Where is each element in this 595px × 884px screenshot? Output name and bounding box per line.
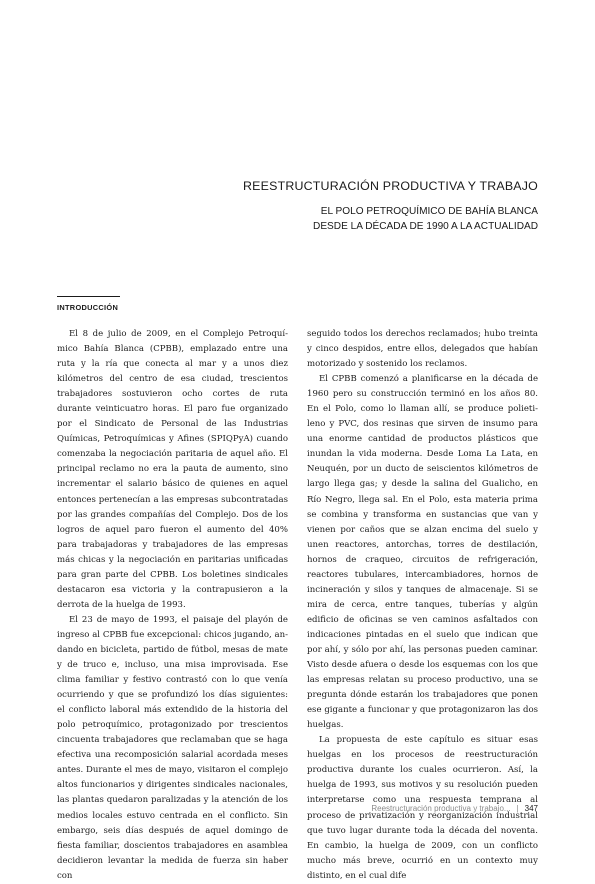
- page-footer: [371, 804, 538, 813]
- subtitle-line-2: DESDE LA DÉCADA DE 1990 A LA ACTUALIDAD: [313, 221, 538, 232]
- text-column-right: [307, 327, 538, 884]
- page-number: 347: [524, 804, 538, 813]
- running-title: Reestructuración productiva y trabajo...: [371, 804, 511, 813]
- paragraph-continuation: seguido todos los derechos reclamados; hubo treinta y cinco despidos, entre ellos, delegados que habían motorizado y sostenido los reclamos.: [307, 329, 538, 370]
- section-heading: INTRODUCCIÓN: [57, 303, 119, 312]
- footer-separator: |: [516, 804, 519, 813]
- paragraph: El 23 de mayo de 1993, el paisaje del playón de ingreso al CPBB fue excepcional: chicos jugando, andando en bicicleta, partido de fútbol, mesas de mate y de truco e, incluso, una misa improvisada. Ese clima familiar y festivo contrastó con lo que venía ocurriendo y que se profundizó los días siguientes: el conflicto laboral más extendido de la historia del polo petroquímico, protagonizado por trescientos cincuenta trabajadores que reclamaban que se haga efectiva una recomposición salarial acordada meses antes. Durante el mes de mayo, visitaron el complejo altos funcionarios y dirigentes sindicales nacionales, las plantas quedaron paralizadas y la atención de los medios locales estuvo centrada en el conflicto. Sin embargo, seis días después de aquel domingo de fiesta familiar, doscientos trabajadores en asamblea decidieron levantar la medida de fuerza sin haber con: [57, 614, 288, 881]
- section-divider: [57, 296, 120, 297]
- subtitle-line-1: EL POLO PETROQUÍMICO DE BAHÍA BLANCA: [320, 206, 538, 217]
- paragraph: La propuesta de este capítulo es situar esas huelgas en los procesos de reestructuración productiva durante los cuales ocurrieron. Así, la huelga de 1993, sus motivos y su resolución pueden interpretarse como una respuesta temprana al proceso de privatización y reorganización industrial que tuvo lugar durante toda la década del noventa. En cambio, la huelga de 2009, con un conflicto mucho más breve, ocurrió en un contexto muy distinto, en el cual dife: [307, 735, 538, 881]
- chapter-title: REESTRUCTURACIÓN PRODUCTIVA Y TRABAJO: [243, 179, 538, 193]
- text-column-left: [57, 327, 288, 884]
- paragraph: El 8 de julio de 2009, en el Complejo Petroquímico Bahía Blanca (CPBB), emplazado entre una ruta y la ría que conecta al mar y a unos diez kilómetros del centro de esa ciudad, trescientos trabajadores sostuvieron ocho cortes de ruta durante veinticuatro horas. El paro fue organizado por el Sindicato de Personal de las Industrias Químicas, Petroquímicas y Afines (SPIQPyA) cuando comenzaba la negociación paritaria de aquel año. El principal reclamo no era la pauta de aumento, sino incrementar el salario básico de quienes en aquel entonces pertenecían a las empresas subcontratadas por las grandes compañías del Complejo. Dos de los logros de aquel paro fueron el aumento del 40% para trabajadoras y trabajadores de las empresas más chicas y la negociación en paritarias unificadas para gran parte del CPBB. Los boletines sindicales destacaron esa victoria y la contrapusieron a la derrota de la huelga de 1993.: [57, 329, 288, 610]
- paragraph: El CPBB comenzó a planificarse en la década de 1960 pero su construcción terminó en los años 80. En el Polo, como lo llaman allí, se produce polietileno y PVC, dos resinas que sirven de insumo para una enorme cantidad de productos plásticos que inundan la vida moderna. Desde Loma La Lata, en Neuquén, por un ducto de seiscientos kilómetros de largo llega gas; y desde la salina del Gualicho, en Río Negro, llega sal. En el Polo, esta materia prima se combina y transforma en sustancias que van y vienen por caños que se alzan encima del suelo y unen reactores, antorchas, torres de destilación, hornos de craqueo, circuitos de refrigeración, reactores tubulares, intercambiadores, hornos de incineración y silos y tanques de almacenaje. Si se mira de cerca, entre tanques, tuberías y algún edificio de oficinas se ven caminos asfaltados con indicaciones pintadas en el suelo que indican que por ahí, y sólo por ahí, las personas pueden caminar. Visto desde afuera o desde los esquemas con los que las empresas relatan su proceso productivo, una se pregunta dónde estarán los trabajadores que ponen ese gigante a funcionar y que protagonizaron las dos huelgas.: [307, 374, 538, 731]
- chapter-subtitle: [313, 204, 538, 234]
